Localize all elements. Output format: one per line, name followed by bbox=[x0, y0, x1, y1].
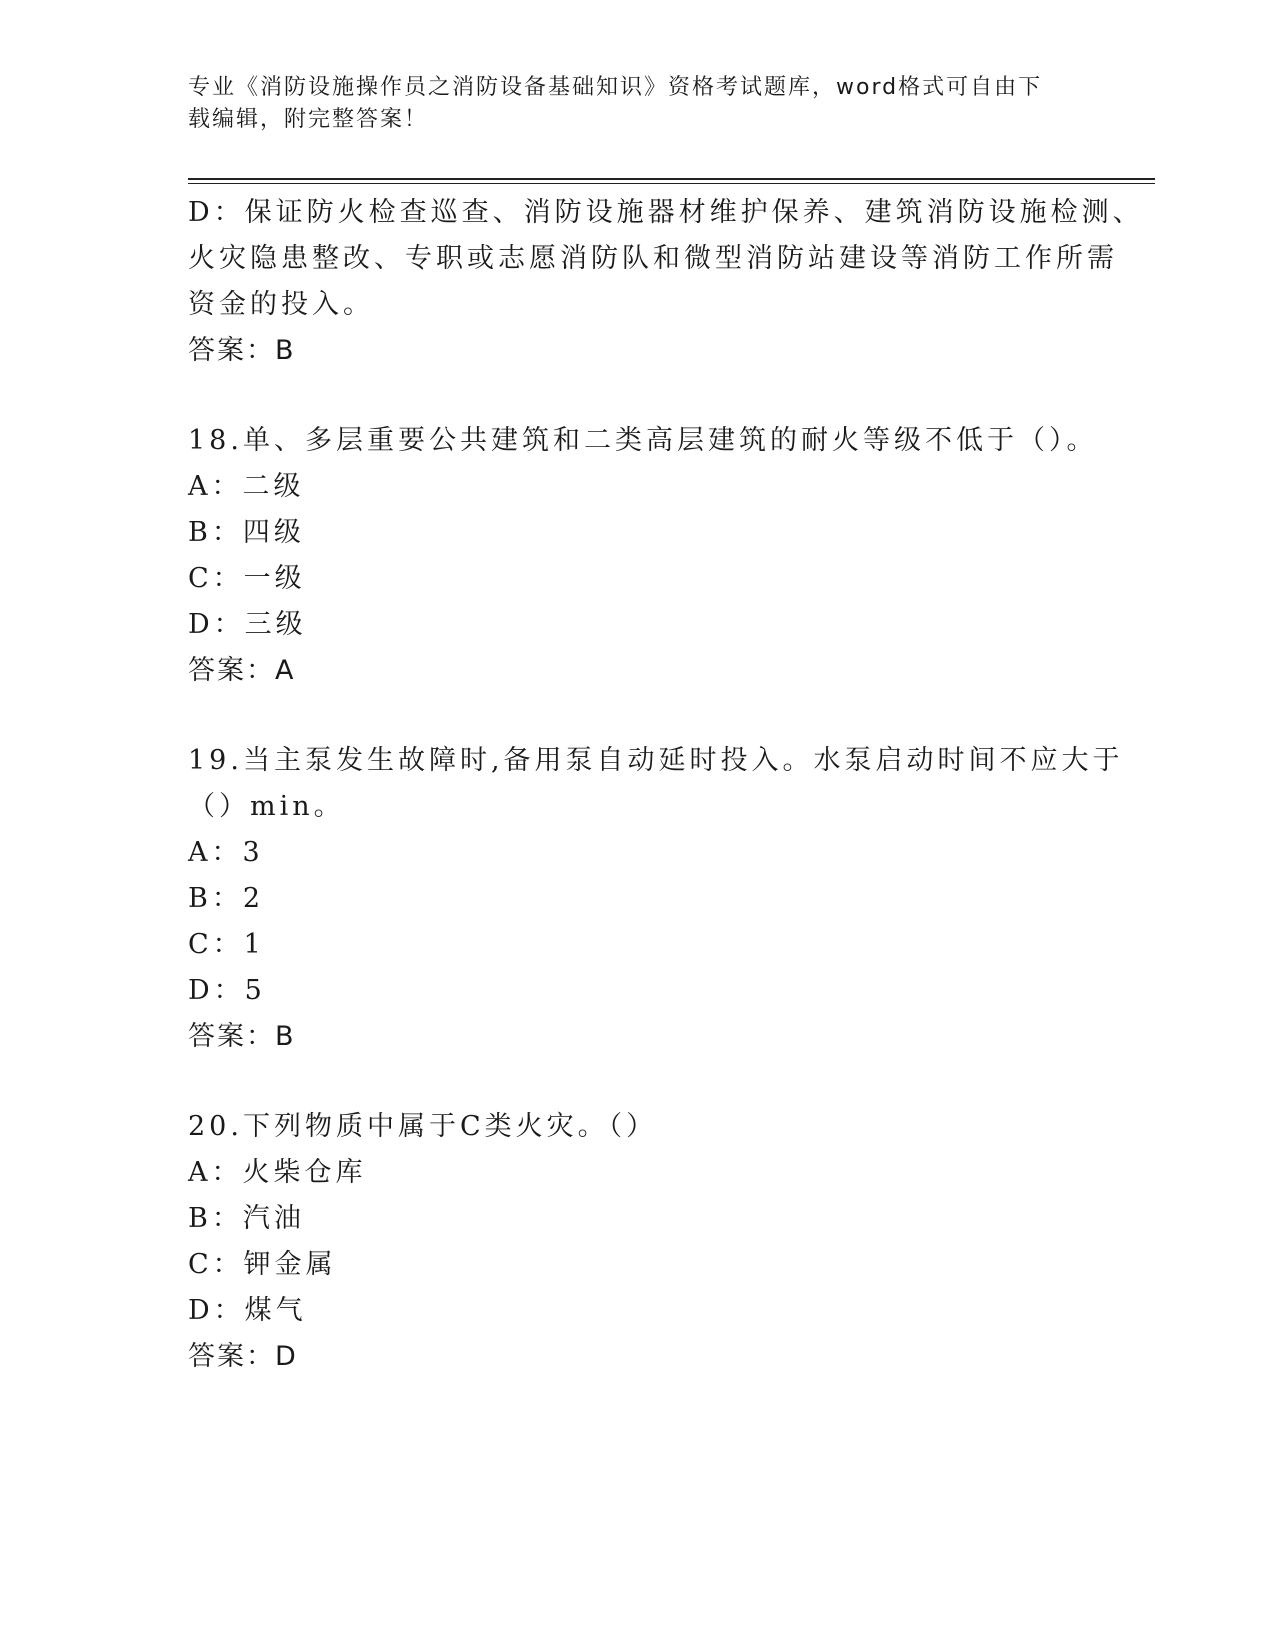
header-rule-thick bbox=[188, 178, 1155, 180]
option-b: B：汽油 bbox=[188, 1203, 305, 1234]
header-line-1: 专业《消防设施操作员之消防设备基础知识》资格考试题库，word格式可自由下 bbox=[188, 75, 1043, 100]
spacer bbox=[188, 1060, 1088, 1104]
question-stem: 19.当主泵发生故障时,备用泵自动延时投入。水泵启动时间不应大于 bbox=[188, 745, 1124, 776]
option-c: C：1 bbox=[188, 929, 265, 960]
header-line-2: 载编辑，附完整答案！ bbox=[188, 107, 429, 132]
option-c: C：一级 bbox=[188, 563, 306, 594]
document-header bbox=[188, 72, 1068, 136]
question-block-18 bbox=[188, 418, 1098, 694]
option-a: A：二级 bbox=[188, 471, 305, 502]
question-stem-continued: （）min。 bbox=[188, 791, 345, 822]
question-stem: 20.下列物质中属于C类火灾。（） bbox=[188, 1111, 658, 1142]
answer-line: 答案：B bbox=[188, 335, 296, 366]
option-d-line: 资金的投入。 bbox=[188, 289, 374, 320]
option-b: B：2 bbox=[188, 883, 265, 914]
question-block-19 bbox=[188, 738, 1124, 1060]
spacer bbox=[188, 694, 1088, 738]
option-d: D：三级 bbox=[188, 609, 307, 640]
question-stem: 18.单、多层重要公共建筑和二类高层建筑的耐火等级不低于（）。 bbox=[188, 425, 1098, 456]
prev-question-block bbox=[188, 190, 1144, 374]
question-content bbox=[188, 190, 1144, 1380]
option-d: D：5 bbox=[188, 975, 266, 1006]
answer-line: 答案：D bbox=[188, 1341, 298, 1372]
answer-line: 答案：A bbox=[188, 655, 296, 686]
option-a: A：3 bbox=[188, 837, 264, 868]
answer-line: 答案：B bbox=[188, 1021, 296, 1052]
spacer bbox=[188, 374, 1088, 418]
option-d-line: D：保证防火检查巡查、消防设施器材维护保养、建筑消防设施检测、 bbox=[188, 197, 1144, 228]
header-rule-thin bbox=[188, 183, 1155, 184]
option-b: B：四级 bbox=[188, 517, 305, 548]
question-block-20 bbox=[188, 1104, 1088, 1380]
option-d: D：煤气 bbox=[188, 1295, 307, 1326]
option-d-line: 火灾隐患整改、专职或志愿消防队和微型消防站建设等消防工作所需 bbox=[188, 243, 1118, 274]
option-c: C：钾金属 bbox=[188, 1249, 337, 1280]
option-a: A：火柴仓库 bbox=[188, 1157, 367, 1188]
